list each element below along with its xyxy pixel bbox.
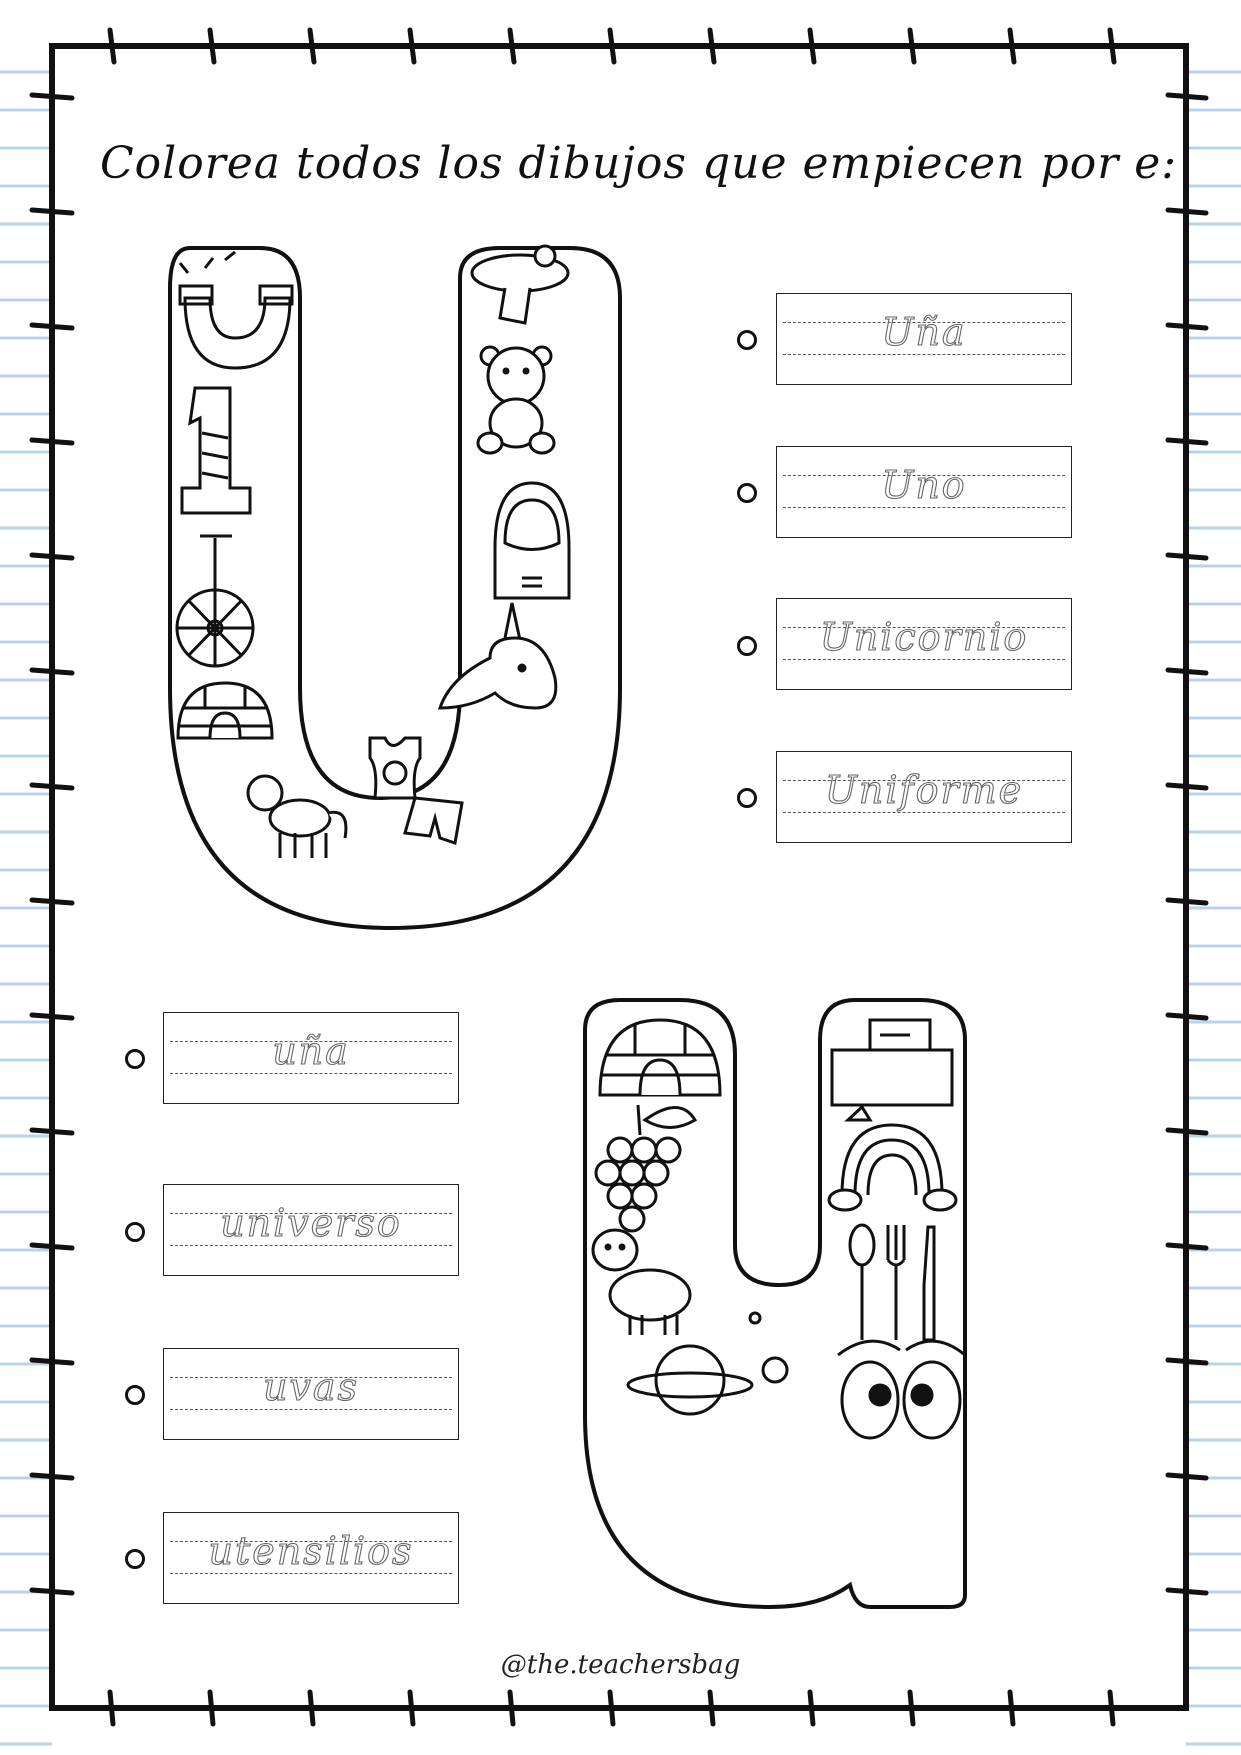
trace-box-unicornio <box>776 598 1072 690</box>
lowercase-u-letter <box>570 995 1090 1615</box>
trace-word: uña <box>272 1029 350 1073</box>
checkbox-circle[interactable] <box>125 1049 145 1069</box>
checkbox-circle[interactable] <box>737 330 757 350</box>
trace-box-uniforme <box>776 751 1072 843</box>
trace-box-uvas <box>163 1348 459 1440</box>
credit-handle: @the.teachersbag <box>500 1650 741 1680</box>
trace-word: Uniforme <box>824 768 1024 812</box>
trace-word: Uno <box>881 463 967 507</box>
checkbox-circle[interactable] <box>737 483 757 503</box>
instruction-title: Colorea todos los dibujos que empiecen por e: <box>100 138 1178 189</box>
trace-word: utensilios <box>208 1529 414 1573</box>
trace-word: Uña <box>881 310 967 354</box>
trace-box-una-lower <box>163 1012 459 1104</box>
basketball-jersey-icon <box>370 738 420 798</box>
trace-box-uno <box>776 446 1072 538</box>
checkbox-circle[interactable] <box>737 636 757 656</box>
trace-word: uvas <box>262 1365 360 1409</box>
trace-word: universo <box>220 1201 402 1245</box>
checkbox-circle[interactable] <box>125 1385 145 1405</box>
trace-box-una <box>776 293 1072 385</box>
thumb-nail-icon <box>495 483 569 598</box>
checkbox-circle[interactable] <box>125 1222 145 1242</box>
checkbox-circle[interactable] <box>737 788 757 808</box>
uppercase-u-letter <box>150 238 670 938</box>
checkbox-circle[interactable] <box>125 1549 145 1569</box>
trace-box-universo <box>163 1184 459 1276</box>
trace-box-utensilios <box>163 1512 459 1604</box>
trace-word: Unicornio <box>819 615 1029 659</box>
